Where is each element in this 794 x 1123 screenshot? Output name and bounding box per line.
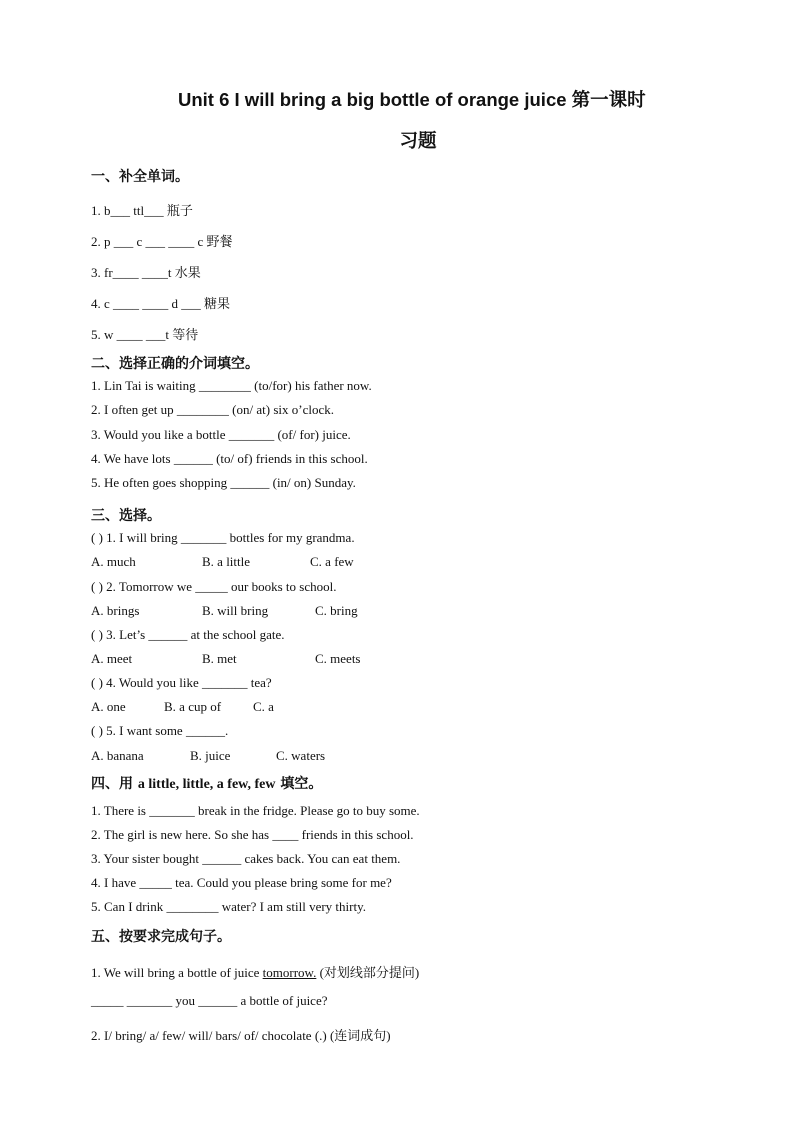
option-b: B. a cup of (164, 699, 222, 714)
option-b: B. juice (190, 748, 231, 763)
list-item: 4. c ____ ____ d ___ 糖果 (91, 296, 231, 311)
list-item: 3. Your sister bought ______ cakes back. You can eat them. (91, 851, 401, 866)
section-2-heading: 二、选择正确的介词填空。 (91, 356, 259, 372)
list-item: 5. He often goes shopping ______ (in/ on) Sunday. (91, 475, 356, 490)
list-item: 1. Lin Tai is waiting ________ (to/for) his father now. (91, 378, 372, 393)
option-b: B. a little (202, 554, 251, 569)
question-line: ( ) 1. I will bring _______ bottles for my grandma. (91, 530, 355, 545)
option-c: C. waters (276, 748, 326, 763)
page-subtitle: 习题 (399, 131, 437, 152)
option-a: A. much (91, 554, 136, 569)
section-4-heading-prefix: 四、用 (91, 776, 138, 792)
list-item: 2. p ___ c ___ ____ c 野餐 (91, 234, 233, 249)
section-5-heading: 五、按要求完成句子。 (91, 929, 231, 945)
option-c: C. bring (315, 603, 358, 618)
option-c: C. meets (315, 651, 361, 666)
q1-text: 1. We will bring a bottle of juice (91, 965, 263, 980)
list-item: 3. Would you like a bottle _______ (of/ for) juice. (91, 427, 351, 442)
question-line: ( ) 5. I want some ______. (91, 723, 229, 738)
section-4-heading-words: a little, little, a few, few (137, 777, 276, 792)
list-item: 4. We have lots ______ (to/ of) friends in this school. (91, 451, 368, 466)
question-line: 2. I/ bring/ a/ few/ will/ bars/ of/ chocolate (.) (连词成句) (91, 1028, 391, 1043)
section-1-heading: 一、补全单词。 (91, 169, 189, 185)
list-item: 5. Can I drink ________ water? I am still very thirty. (91, 899, 366, 914)
list-item: 1. There is _______ break in the fridge. Please go to buy some. (91, 803, 420, 818)
question-line (91, 962, 419, 981)
option-a: A. banana (91, 748, 144, 763)
list-item: 3. fr____ ____t 水果 (91, 265, 201, 280)
question-line: ( ) 3. Let’s ______ at the school gate. (91, 627, 285, 642)
list-item: 4. I have _____ tea. Could you please bring some for me? (91, 875, 392, 890)
list-item: 5. w ____ ___t 等待 (91, 327, 199, 342)
option-a: A. one (91, 699, 126, 714)
option-b: B. met (202, 651, 237, 666)
answer-line: _____ _______ you ______ a bottle of juice? (91, 993, 328, 1008)
option-a: A. meet (91, 651, 133, 666)
page-title: Unit 6 I will bring a big bottle of orange juice 第一课时 (178, 89, 646, 110)
section-4-heading (91, 773, 322, 793)
question-line: ( ) 2. Tomorrow we _____ our books to school. (91, 579, 337, 594)
option-a: A. brings (91, 603, 140, 618)
option-c: C. a (253, 699, 274, 714)
question-line: ( ) 4. Would you like _______ tea? (91, 675, 272, 690)
option-c: C. a few (310, 554, 354, 569)
list-item: 1. b___ ttl___ 瓶子 (91, 203, 193, 218)
q1-instruction: (对划线部分提问) (316, 965, 420, 980)
option-b: B. will bring (202, 603, 269, 618)
list-item: 2. I often get up ________ (on/ at) six o’clock. (91, 402, 334, 417)
section-4-heading-suffix: 填空。 (275, 776, 323, 792)
list-item: 2. The girl is new here. So she has ____ friends in this school. (91, 827, 414, 842)
q1-underlined-word: tomorrow. (262, 965, 317, 980)
section-3-heading: 三、选择。 (91, 508, 161, 524)
